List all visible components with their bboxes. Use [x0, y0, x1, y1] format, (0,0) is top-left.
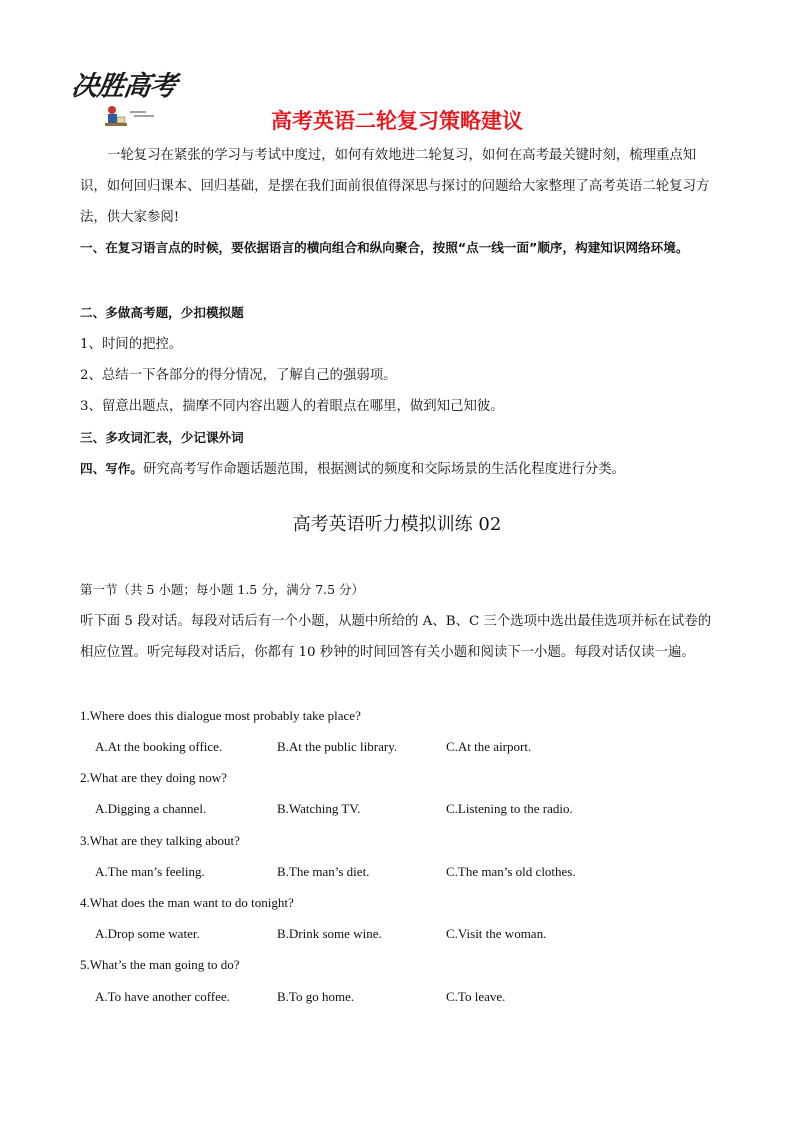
question-2-option-a: A.Digging a channel.: [95, 801, 207, 816]
tip-2: 2、总结一下各部分的得分情况，了解自己的强弱项。: [80, 368, 397, 383]
section-1-heading: 一、在复习语言点的时候，要依据语言的横向组合和纵向聚合，按照“点一线一面”顺序，构建知识网络环境。: [80, 240, 689, 255]
question-5-option-a: A.To have another coffee.: [95, 989, 230, 1004]
question-3-option-c: C.The man’s old clothes.: [446, 864, 576, 879]
page-title: 高考英语二轮复习策略建议: [271, 109, 523, 133]
intro-paragraph: 一轮复习在紧张的学习与考试中度过，如何有效地进二轮复习，如何在高考最关键时刻，梳理重点知识，如何回归课本、回归基础，是摆在我们面前很值得深思与探讨的问题给大家整理了高考英语二轮复习方法，供大家参阅!: [80, 148, 710, 225]
question-1-option-c: C.At the airport.: [446, 739, 532, 754]
question-2-option-c: C.Listening to the radio.: [446, 801, 573, 816]
question-1-option-a: A.At the booking office.: [95, 739, 223, 754]
tip-1: 1、时间的把控。: [80, 337, 183, 352]
section-4: [80, 458, 625, 477]
section-4-heading: 四、写作。: [80, 461, 143, 476]
tip-3: 3、留意出题点，揣摩不同内容出题人的着眼点在哪里，做到知己知彼。: [80, 399, 504, 414]
question-1: 1.Where does this dialogue most probably take place?: [80, 708, 361, 723]
question-5-option-c: C.To leave.: [446, 989, 506, 1004]
question-4: 4.What does the man want to do tonight?: [80, 895, 294, 910]
section-1: [80, 232, 714, 263]
listening-section-header: 第一节（共 5 小题；每小题 1.5 分，满分 7.5 分）: [80, 582, 365, 597]
listening-title: 高考英语听力模拟训练 02: [292, 514, 502, 535]
question-2: 2.What are they doing now?: [80, 770, 227, 785]
listening-instructions: 听下面 5 段对话。每段对话后有一个小题，从题中所给的 A、B、C 三个选项中选出最佳选项并标在试卷的相应位置。听完每段对话后，你都有 10 秒钟的时间回答有关小题和阅读下一小题。每段对话仅读一遍。: [80, 614, 712, 660]
question-4-option-a: A.Drop some water.: [95, 926, 200, 941]
question-4-option-b: B.Drink some wine.: [277, 926, 382, 941]
logo-text: 决胜高考: [69, 71, 178, 102]
question-5: 5.What’s the man going to do?: [80, 957, 240, 972]
question-2-option-b: B.Watching TV.: [277, 801, 361, 816]
question-3-option-a: A.The man’s feeling.: [95, 864, 205, 879]
section-2-heading: 二、多做高考题，少扣模拟题: [80, 305, 244, 320]
question-5-option-b: B.To go home.: [277, 989, 355, 1004]
section-4-text: 研究高考写作命题话题范围，根据测试的频度和交际场景的生活化程度进行分类。: [142, 462, 626, 477]
question-3-option-b: B.The man’s diet.: [277, 864, 370, 879]
question-1-option-b: B.At the public library.: [277, 739, 398, 754]
question-3: 3.What are they talking about?: [80, 833, 240, 848]
section-3-heading: 三、多攻词汇表，少记课外词: [80, 430, 244, 445]
question-4-option-c: C.Visit the woman.: [446, 926, 547, 941]
